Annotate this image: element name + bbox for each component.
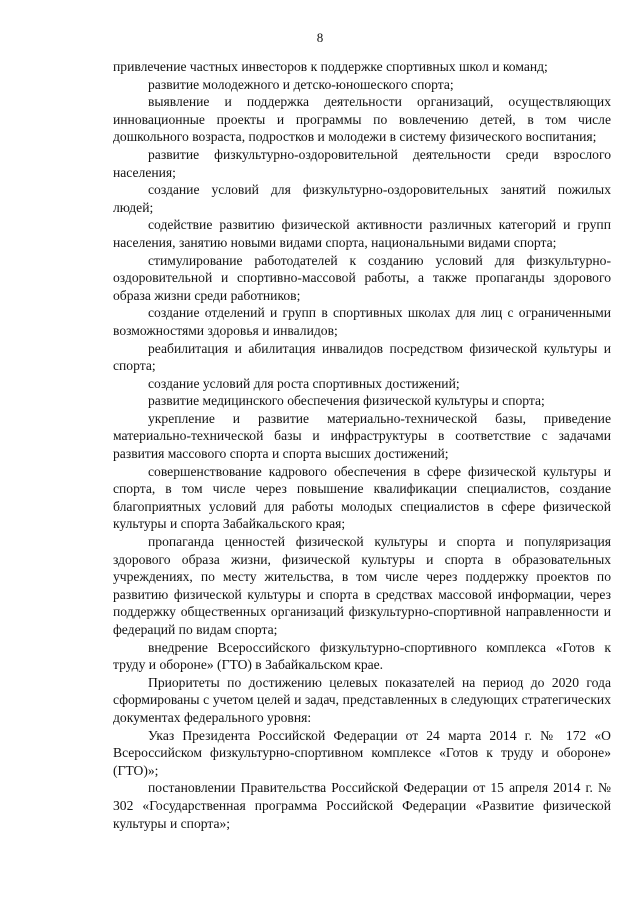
paragraph: укрепление и развитие материально-технической базы, приведение материально-технической базы и инфраструктуры в соответствие с задачами развития массового спорта и спорта высших достижений; (113, 410, 611, 462)
paragraph: Приоритеты по достижению целевых показателей на период до 2020 года сформированы с учетом целей и задач, представленных в следующих стратегических документах федерального уровня: (113, 674, 611, 725)
paragraph: развитие молодежного и детско-юношеского спорта; (148, 76, 454, 92)
paragraph: содействие развитию физической активности различных категорий и групп населения, занятию новыми видами спорта, национальными видами спорта; (113, 217, 611, 250)
paragraph: создание условий для физкультурно-оздоровительных занятий пожилых людей; (113, 182, 611, 215)
paragraph: выявление и поддержка деятельности организаций, осуществляющих инновационные проекты и программы по вовлечению детей, в том числе дошкольного возраста, подростков и молодежи в систему физического воспитания; (113, 94, 611, 145)
paragraph: развитие медицинского обеспечения физической культуры и спорта; (148, 393, 545, 409)
paragraph: создание условий для роста спортивных достижений; (148, 375, 460, 391)
paragraph: внедрение Всероссийского физкультурно-спортивного комплекса «Готов к труду и обороне» (ГТО) в Забайкальском крае. (113, 639, 611, 673)
paragraph: постановлении Правительства Российской Федерации от 15 апреля 2014 г. № 302 «Государственная программа Российской Федерации «Развитие физической культуры и спорта»; (113, 780, 611, 831)
paragraph: развитие физкультурно-оздоровительной деятельности среди взрослого населения; (113, 146, 611, 180)
paragraph: стимулирование работодателей к созданию условий для физкультурно-оздоровительной и спортивно-массовой работы, а также пропаганды здорового образа жизни среди работников; (113, 252, 611, 303)
page-number: 8 (316, 30, 324, 45)
paragraph: Указ Президента Российской Федерации от 24 марта 2014 г. № 172 «О Всероссийском физкультурно-спортивном комплексе «Готов к труду и обороне» (ГТО)»; (113, 727, 611, 778)
paragraph: реабилитация и абилитация инвалидов посредством физической культуры и спорта; (113, 340, 611, 374)
paragraph: создание отделений и групп в спортивных школах для лиц с ограниченными возможностями здоровья и инвалидов; (113, 305, 611, 338)
paragraph: привлечение частных инвесторов к поддержке спортивных школ и команд; (113, 59, 548, 74)
paragraph: пропаганда ценностей физической культуры и спорта и популяризация здорового образа жизни, физической культуры и спорта в образовательных учреждениях, по месту жительства, в том числе через поддержку проектов по развитию физической культуры и спорта в средствах массовой информации, через поддержку общественных организаций физкультурно-спортивной направленности и федераций по видам спорта; (113, 534, 611, 637)
page-body (113, 58, 611, 832)
paragraph: совершенствование кадрового обеспечения в сфере физической культуры и спорта, в том числе через повышение квалификации специалистов, создание благоприятных условий для работы молодых специалистов в сфере физической культуры и спорта Забайкальского края; (113, 463, 611, 532)
